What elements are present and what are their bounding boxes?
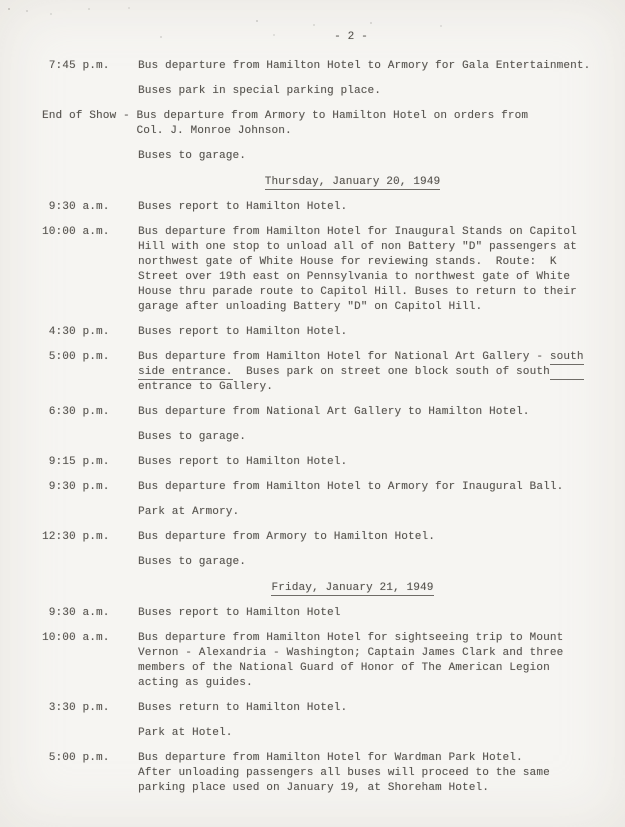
- schedule-entry: [42, 225, 625, 315]
- entry-text-line: Bus departure from Hamilton Hotel for sightseeing trip to Mount: [138, 632, 564, 644]
- entry-time: 5:00 p.m.: [42, 351, 110, 363]
- entry-text-line: Bus departure from Hamilton Hotel for Inaugural Stands on Capitol: [138, 226, 577, 238]
- entry-text-line: House thru parade route to Capitol Hill. Buses to return to their: [138, 286, 577, 298]
- entry-time: [42, 84, 138, 99]
- entry-text-line: parking place used on January 19, at Shoreham Hotel.: [138, 782, 490, 794]
- entry-text-line: Bus departure from Hamilton Hotel for Wardman Park Hotel.: [138, 752, 523, 764]
- schedule-entry: [42, 555, 625, 570]
- schedule-entry: [42, 109, 625, 139]
- entry-description: [138, 225, 577, 315]
- entry-time: [42, 726, 138, 741]
- entry-text-line: Buses report to Hamilton Hotel.: [138, 201, 348, 213]
- entry-description: [138, 455, 347, 470]
- schedule-entry: [42, 631, 625, 691]
- underlined-text: side entrance.: [138, 366, 233, 378]
- entry-text-line: acting as guides.: [138, 677, 253, 689]
- entry-time: [42, 505, 138, 520]
- entry-description: [138, 701, 347, 716]
- schedule-entry: [42, 149, 625, 164]
- entry-text-line: Col. J. Monroe Johnson.: [136, 125, 292, 137]
- entry-time: 10:00 a.m.: [42, 226, 110, 238]
- entry-description: [138, 606, 341, 621]
- entry-description: [138, 505, 239, 520]
- entry-time: 10:00 a.m.: [42, 632, 110, 644]
- schedule-entry: [42, 726, 625, 741]
- entry-text-line: Park at Hotel.: [138, 727, 233, 739]
- schedule-entry: [42, 505, 625, 520]
- entry-time: 9:30 a.m.: [42, 607, 110, 619]
- entry-description: [138, 726, 233, 741]
- entry-text-line: Buses to garage.: [138, 431, 247, 443]
- entry-text-line: Bus departure from Armory to Hamilton Hotel on orders from: [136, 110, 529, 122]
- entry-text-line: [138, 365, 584, 380]
- entry-text-line: After unloading passengers all buses will proceed to the same: [138, 767, 550, 779]
- entry-text-line: Vernon - Alexandria - Washington; Captain James Clark and three: [138, 647, 564, 659]
- entry-text-line: Bus departure from National Art Gallery to Hamilton Hotel.: [138, 406, 530, 418]
- schedule-entry: [42, 606, 625, 621]
- underlined-text: south: [549, 351, 584, 363]
- entry-text-line: Bus departure from Hamilton Hotel to Armory for Gala Entertainment.: [138, 60, 591, 72]
- section-heading: [42, 174, 625, 190]
- entry-text-line: Bus departure from Armory to Hamilton Hotel.: [138, 531, 436, 543]
- entry-description: [138, 530, 435, 545]
- entry-text-line: Buses report to Hamilton Hotel.: [138, 456, 348, 468]
- entry-description: [138, 480, 563, 495]
- entry-time: 12:30 p.m.: [42, 531, 110, 543]
- entry-text-line: Buses park in special parking place.: [138, 85, 382, 97]
- text-segment: Bus departure from Hamilton Hotel for National Art Gallery -: [138, 351, 550, 363]
- entry-description: [138, 84, 381, 99]
- entry-text-line: members of the National Guard of Honor of The American Legion: [138, 662, 550, 674]
- entry-text-line: northwest gate of White House for reviewing stands. Route: K: [138, 256, 557, 268]
- entry-time: 4:30 p.m.: [42, 326, 110, 338]
- entry-text-line: Buses report to Hamilton Hotel.: [138, 326, 348, 338]
- section-heading-text: Friday, January 21, 1949: [271, 582, 434, 594]
- scan-noise-specks: [8, 8, 10, 10]
- entry-time: 5:00 p.m.: [42, 752, 110, 764]
- schedule-entry: [42, 530, 625, 545]
- entry-label: End of Show -: [42, 110, 137, 122]
- entry-text-line: [138, 350, 584, 365]
- entry-time: 9:30 a.m.: [42, 201, 110, 213]
- schedule-entry: [42, 325, 625, 340]
- entry-text-line: Buses to garage.: [138, 556, 247, 568]
- entry-description: [138, 149, 246, 164]
- entry-description: [138, 59, 590, 74]
- schedule-entry: [42, 751, 625, 796]
- entry-text-line: Park at Armory.: [138, 506, 240, 518]
- entry-text-line: garage after unloading Battery "D" on Capitol Hill.: [138, 301, 483, 313]
- schedule-entry: [42, 350, 625, 395]
- entry-description: [138, 200, 347, 215]
- schedule-entry: [42, 59, 625, 74]
- schedule-entry: [42, 430, 625, 445]
- entry-text-line: Buses report to Hamilton Hotel: [138, 607, 341, 619]
- entry-time: [42, 430, 138, 445]
- entry-time: 6:30 p.m.: [42, 406, 110, 418]
- section-heading-text: Thursday, January 20, 1949: [264, 176, 441, 188]
- schedule-entry: [42, 701, 625, 716]
- entry-description: [137, 109, 529, 139]
- entry-description: [138, 751, 550, 796]
- entry-text-line: Street over 19th east on Pennsylvania to northwest gate of White: [138, 271, 571, 283]
- page-number: - 2 -: [334, 31, 368, 43]
- entry-text-line: Buses return to Hamilton Hotel.: [138, 702, 348, 714]
- entry-description: [138, 325, 347, 340]
- entry-time: [42, 149, 138, 164]
- entry-time: 7:45 p.m.: [42, 60, 110, 72]
- entry-description: [138, 555, 246, 570]
- schedule-entry: [42, 200, 625, 215]
- schedule-entry: [42, 84, 625, 99]
- underlined-text: [550, 366, 584, 380]
- entry-text-line: Bus departure from Hamilton Hotel to Armory for Inaugural Ball.: [138, 481, 564, 493]
- entry-description: [138, 350, 584, 395]
- entry-time: 3:30 p.m.: [42, 702, 110, 714]
- schedule-entry: [42, 480, 625, 495]
- entry-time: 9:30 p.m.: [42, 481, 110, 493]
- schedule-sections: [42, 59, 625, 796]
- entry-time: 9:15 p.m.: [42, 456, 110, 468]
- text-segment: Buses park on street one block south of south: [232, 366, 550, 378]
- entry-text-line: entrance to Gallery.: [138, 381, 274, 393]
- entry-description: [138, 631, 563, 691]
- entry-description: [138, 430, 246, 445]
- entry-time: [42, 555, 138, 570]
- schedule-entry: [42, 455, 625, 470]
- section-heading: [42, 580, 625, 596]
- entry-description: [138, 405, 530, 420]
- entry-text-line: Buses to garage.: [138, 150, 247, 162]
- schedule-entry: [42, 405, 625, 420]
- entry-text-line: Hill with one stop to unload all of non Battery "D" passengers at: [138, 241, 577, 253]
